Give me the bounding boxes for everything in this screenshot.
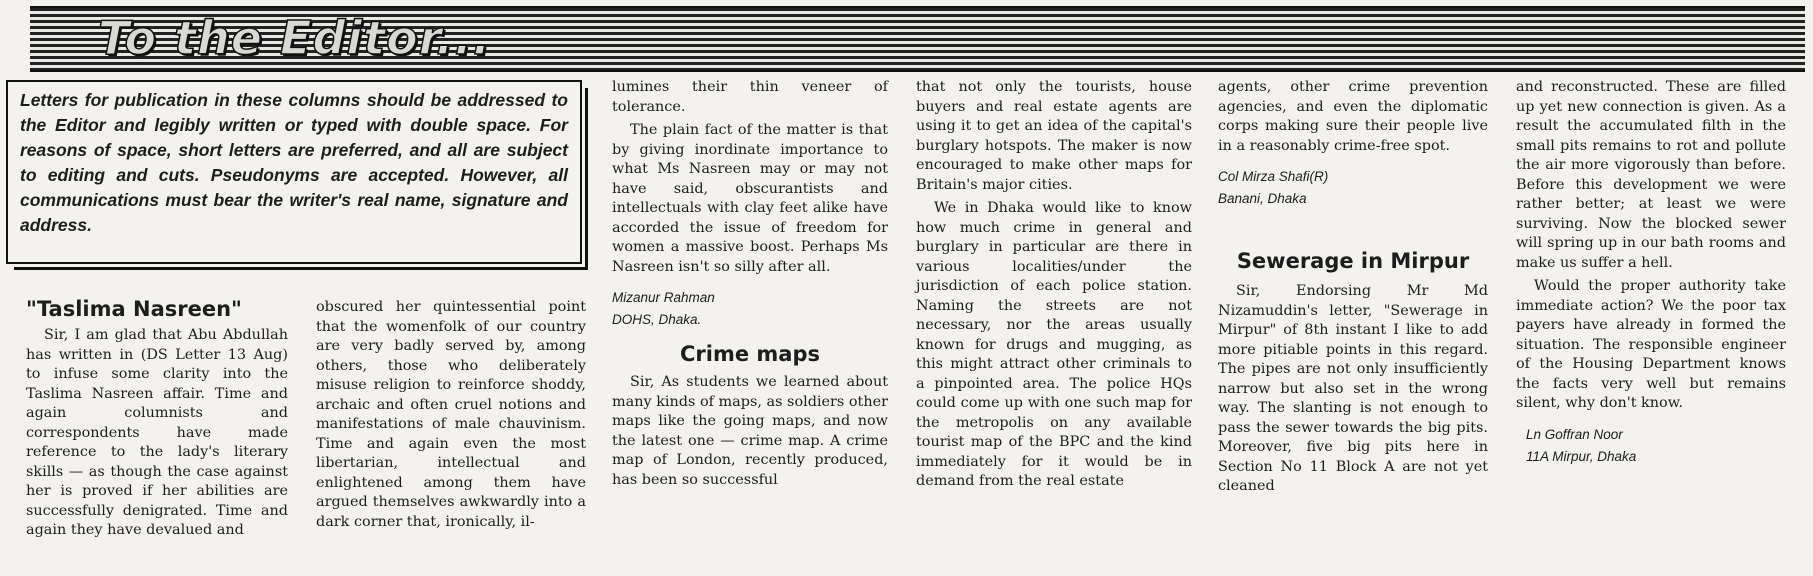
column-6 <box>1516 78 1786 466</box>
headline-sewerage: Sewerage in Mirpur <box>1236 249 1470 273</box>
column-2 <box>316 298 586 532</box>
letter3-signature-name: Ln Goffran Noor <box>1526 426 1623 442</box>
letter1-paragraph-2: The plain fact of the matter is that by giving inordinate importance to what Ms Nasreen may or may not have said, obscurantists and intellectuals with clay feet alike have accorded the issue of freedom for women a massive boost. Perhaps Ms Nasreen isn't so silly after all. <box>612 122 888 275</box>
letter3-text-b: and reconstructed. These are filled up yet new connection is given. As a result the accumulated filth in the small pits remains to rot and pollute the air more vigorously than before. Before this development we were rather better; at least we were surviving. Now the blocked sewer will spring up in our bath rooms and make us suffer a hell. <box>1516 79 1786 271</box>
section-title: To the Editor... <box>98 11 492 65</box>
letter2-text-c: We in Dhaka would like to know how much crime in general and burglary in particular are there in various localities/under the jurisdiction of each police station. Naming the streets are not necessary, nor the areas usually known for drugs and mugging, as this might attract other criminals to a pinpointed area. The police HQs could come up with one such map for the metropolis on any available tourist map of the BPC and the kind immediately for it would be in demand from the real estate <box>916 200 1192 489</box>
letter2-signature-place: Banani, Dhaka <box>1218 191 1307 206</box>
headline-taslima: "Taslima Nasreen" <box>26 297 242 321</box>
column-3 <box>612 78 888 490</box>
column-5 <box>1218 78 1488 497</box>
letter3-paragraph-2: Would the proper authority take immediate action? We the poor tax payers have already in formed the situation. The responsible engineer of the Housing Department knows the facts very well but remains silent, why don't know. <box>1516 278 1786 411</box>
letter2-text-d: agents, other crime prevention agencies, and even the diplomatic corps making sure their people live in a reasonably crime-free spot. <box>1218 79 1488 154</box>
letter1-text-c: lumines their thin veneer of tolerance. <box>612 79 888 115</box>
letter1-text-b: obscured her quintessential point that the womenfolk of our country are very badly served by, among others, those who deliberately misuse religion to reinforce shoddy, archaic and often cruel notions and manifestations of male chauvinism. Time and again even the most libertarian, intellectual and enlightened among them have argued themselves awkwardly into a dark corner that, ironically, il- <box>316 299 586 530</box>
column-1 <box>26 296 288 541</box>
column-4 <box>916 78 1192 492</box>
letter2-signature-name: Col Mirza Shafi(R) <box>1218 169 1329 184</box>
section-banner <box>30 6 1805 72</box>
letter2-text-a: Sir, As students we learned about many kinds of maps, as soldiers other maps like the going maps, and now the latest one — crime map. A crime map of London, recently produced, has been so successful <box>612 374 888 488</box>
letter3-text-a: Sir, Endorsing Mr Md Nizamuddin's letter, "Sewerage in Mirpur" of 8th instant I like to add more pitiable points in this regard. The pipes are not only insufficiently narrow but also set in the wrong way. The slanting is not enough to pass the sewer towards the big pits. Moreover, five big pits here in Section No 11 Block A are not yet cleaned <box>1218 283 1488 494</box>
letter1-signature-name: Mizanur Rahman <box>612 290 715 305</box>
letter1-signature-place: DOHS, Dhaka. <box>612 312 702 327</box>
letter2-text-b: that not only the tourists, house buyers and real estate agents are using it to get an idea of the capital's burglary hotspots. The maker is now encouraged to make other maps for Britain's major cities. <box>916 79 1192 193</box>
editor-notice-box: Letters for publication in these columns should be addressed to the Editor and legibly written or typed with double space. For reasons of space, short letters are preferred, and all are subject to editing and cuts. Pseudonyms are accepted. However, all communications must bear the writer's real name, signature and address. <box>6 80 582 264</box>
letter1-text-a: Sir, I am glad that Abu Abdullah has written in (DS Letter 13 Aug) to infuse some clarity into the Taslima Nasreen affair. Time and again columnists and correspondents have made reference to the lady's literary skills — as though the case against her is proved if her abilities are successfully denigrated. Time and again they have devalued and <box>26 327 288 538</box>
letter3-signature-place: 11A Mirpur, Dhaka <box>1526 448 1637 464</box>
headline-crime-maps: Crime maps <box>680 342 820 366</box>
